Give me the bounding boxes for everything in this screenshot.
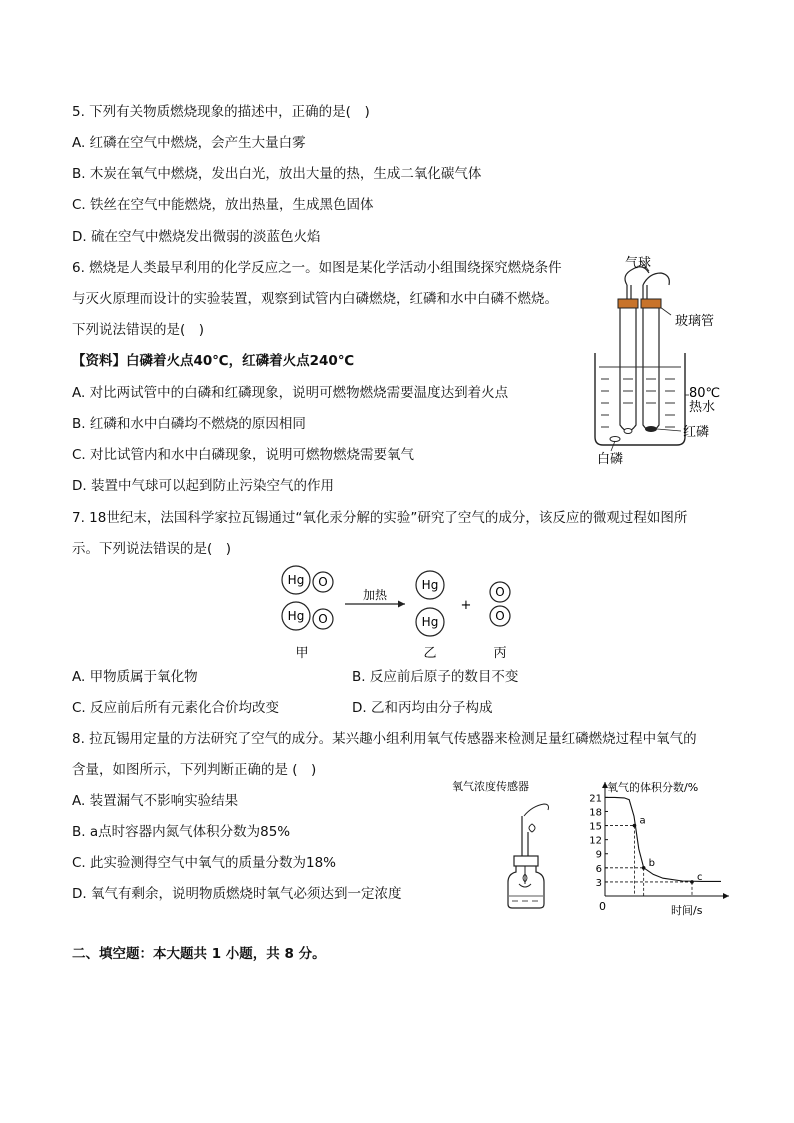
q8-sensor-apparatus [452, 776, 562, 916]
point-label-b: b [648, 857, 656, 869]
q8-option-c: C. 此实验测得空气中氧气的质量分数为18% [72, 855, 337, 871]
q6-option-b: B. 红磷和水中白磷均不燃烧的原因相同 [72, 416, 306, 432]
q5-option-d: D. 硫在空气中燃烧发出微弱的淡蓝色火焰 [72, 229, 321, 245]
q6-stem-line-2: 与灭火原理而设计的实验装置，观察到试管内白磷燃烧，红磷和水中白磷不燃烧。 [72, 291, 558, 307]
label-bing: 丙 [493, 646, 507, 661]
point-b [642, 866, 646, 870]
point-a [633, 824, 637, 828]
label-balloon: 气球 [625, 256, 652, 271]
svg-text:Hg: Hg [421, 578, 439, 592]
label-temperature: 80℃ [689, 386, 721, 401]
point-label-c: c [697, 871, 703, 883]
q6-option-d: D. 装置中气球可以起到防止污染空气的作用 [72, 478, 334, 494]
q8-stem-line-1: 8. 拉瓦锡用定量的方法研究了空气的成分。某兴趣小组利用氧气传感器来检测足量红磷燃烧过程中氧气的 [72, 731, 697, 747]
chart-ylabel: 氧气的体积分数/% [607, 781, 699, 794]
q8-stem-line-2: 含量，如图所示，下列判断正确的是 ( ) [72, 762, 317, 778]
white-phosphorus-in-tube [624, 429, 632, 434]
y-tick-label: 3 [595, 877, 602, 889]
q6-info: 【资料】白磷着火点40℃，红磷着火点240℃ [72, 353, 355, 369]
q8-option-b: B. a点时容器内氮气体积分数为85% [72, 824, 291, 840]
plus-sign: + [460, 598, 472, 613]
y-tick-label: 6 [595, 863, 602, 875]
chart-series-line [605, 797, 721, 881]
point-label-a: a [639, 815, 646, 827]
label-yi: 乙 [423, 646, 437, 661]
q5-option-a: A. 红磷在空气中燃烧，会产生大量白雾 [72, 135, 306, 151]
q6-stem-line-3: 下列说法错误的是( ) [72, 322, 205, 338]
q7-option-b: B. 反应前后原子的数目不变 [352, 669, 519, 685]
q8-option-d: D. 氧气有剩余，说明物质燃烧时氧气必须达到一定浓度 [72, 886, 402, 902]
svg-text:Hg: Hg [421, 615, 439, 629]
q6-option-c: C. 对比试管内和水中白磷现象，说明可燃物燃烧需要氧气 [72, 447, 415, 463]
svg-text:Hg: Hg [287, 573, 305, 587]
red-phosphorus-in-tube [645, 426, 657, 432]
q5-stem: 5. 下列有关物质燃烧现象的描述中，正确的是( ) [72, 104, 370, 120]
q6-option-a: A. 对比两试管中的白磷和红磷现象，说明可燃物燃烧需要温度达到着火点 [72, 385, 509, 401]
chart-xlabel: 时间/s [671, 904, 703, 917]
reaction-condition: 加热 [362, 588, 388, 602]
label-glass-tube: 玻璃管 [675, 314, 715, 329]
svg-text:O: O [318, 612, 328, 626]
q8-option-a: A. 装置漏气不影响实验结果 [72, 793, 239, 809]
y-tick-label: 9 [595, 849, 602, 861]
svg-text:O: O [495, 609, 505, 623]
y-tick-label: 15 [589, 821, 602, 833]
y-tick-label: 18 [589, 807, 602, 819]
chart-origin: 0 [599, 900, 606, 913]
label-hot-water: 热水 [689, 400, 716, 415]
q7-stem-line-1: 7. 18世纪末，法国科学家拉瓦锡通过“氧化汞分解的实验”研究了空气的成分，该反应的微观过程如图所 [72, 510, 688, 526]
x-axis-arrow [723, 893, 729, 899]
y-tick-label: 12 [589, 835, 602, 847]
q7-stem-line-2: 示。下列说法错误的是( ) [72, 541, 232, 557]
label-jia: 甲 [295, 646, 309, 661]
section-2-heading: 二、填空题：本大题共 1 小题，共 8 分。 [72, 946, 326, 962]
q7-option-d: D. 乙和丙均由分子构成 [352, 700, 493, 716]
q5-option-c: C. 铁丝在空气中能燃烧，放出热量，生成黑色固体 [72, 197, 374, 213]
q7-reaction-diagram [270, 564, 540, 662]
chart-points [633, 816, 703, 884]
q7-option-c: C. 反应前后所有元素化合价均改变 [72, 700, 280, 716]
point-c [690, 880, 694, 884]
y-tick-label: 21 [589, 793, 602, 805]
q6-stem-line-1: 6. 燃烧是人类最早利用的化学反应之一。如图是某化学活动小组围绕探究燃烧条件 [72, 260, 562, 276]
label-white-phosphorus: 白磷 [597, 452, 624, 467]
label-sensor: 氧气浓度传感器 [452, 780, 529, 793]
oxygen-volume-chart [585, 776, 735, 921]
q7-option-a: A. 甲物质属于氧化物 [72, 669, 198, 685]
label-red-phosphorus: 红磷 [683, 425, 710, 440]
svg-text:O: O [495, 585, 505, 599]
svg-text:O: O [318, 575, 328, 589]
q5-option-b: B. 木炭在氧气中燃烧，发出白光，放出大量的热，生成二氧化碳气体 [72, 166, 482, 182]
q6-apparatus-figure [585, 255, 735, 470]
svg-text:Hg: Hg [287, 609, 305, 623]
white-phosphorus-in-water [610, 437, 620, 442]
